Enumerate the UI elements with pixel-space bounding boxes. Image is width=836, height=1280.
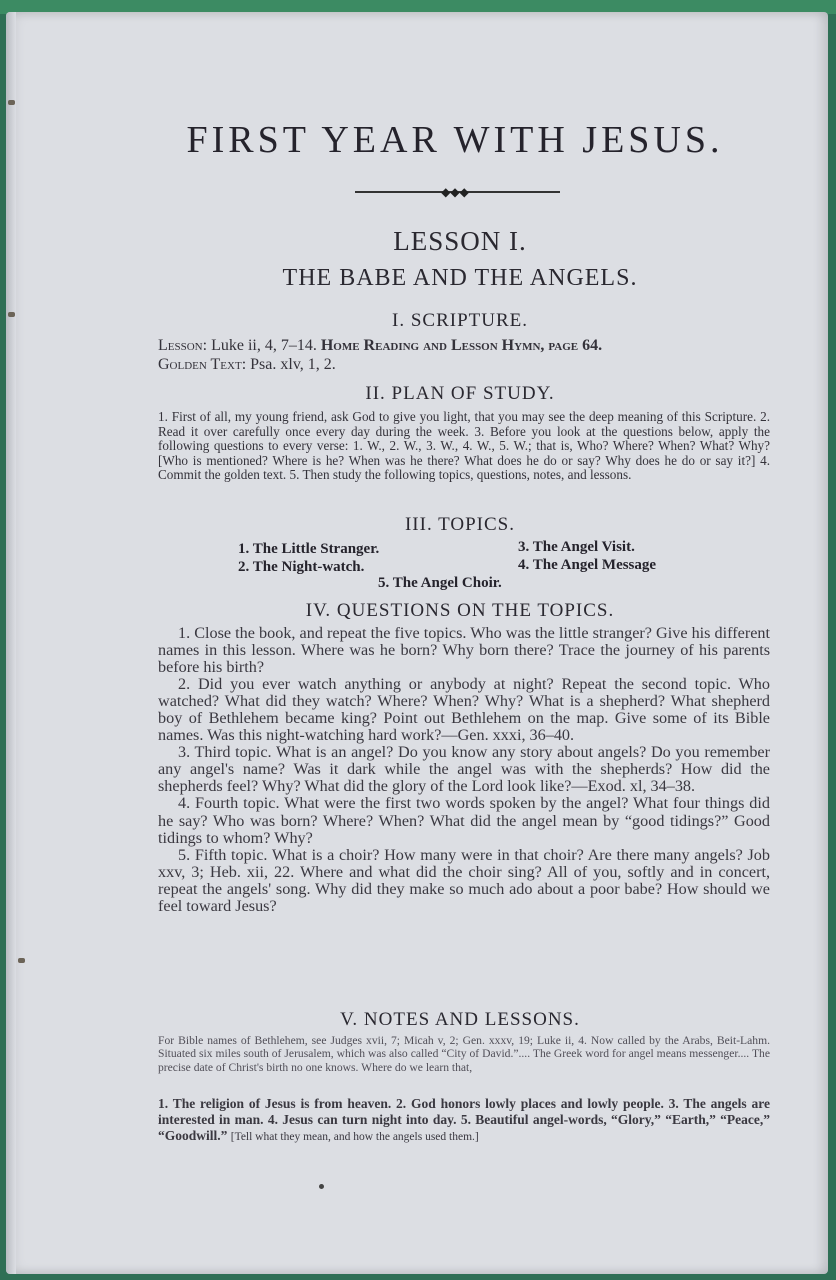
scripture-references (158, 336, 770, 374)
lesson-reference: Luke ii, 4, 7–14. (211, 337, 317, 354)
lesson-label: Lesson: (158, 337, 208, 354)
topic-item: 1. The Little Stranger. (238, 541, 380, 557)
question-paragraph: 4. Fourth topic. What were the first two words spoken by the angel? What four things did he say? Who was born? Where? When? What did the angel mean by “good tidings?” Good tidings to whom? Why? (158, 794, 770, 847)
notes-text: For Bible names of Bethlehem, see Judges xvii, 7; Micah v, 2; Gen. xxxv, 19; Luke ii, 4. Now called by the Arabs, Beit-Lahm. Situated six miles south of Jerusalem, which was also called “City of David.”.... The Greek word for angel means messenger.... The precise date of Christ's birth no one knows. Where do we learn that, (158, 1034, 770, 1074)
topic-item: 4. The Angel Message (518, 557, 657, 573)
topic-item: 3. The Angel Visit. (518, 539, 635, 555)
section-heading-scripture: I. SCRIPTURE. (392, 310, 528, 331)
topic-item: 2. The Night-watch. (238, 559, 365, 575)
binding-mark (8, 100, 15, 105)
home-reading: Home Reading and Lesson Hymn, page 64. (320, 337, 603, 354)
topic-item: 5. The Angel Choir. (378, 575, 502, 591)
lessons-list: 1. The religion of Jesus is from heaven. 2. God honors lowly places and lowly people. 3. The angels are interested in man. 4. Jesus can turn night into day. 5. Beautiful angel-words, “Glory,” “Earth,” “Peace,” “Goodwill.” (158, 1096, 770, 1143)
plan-of-study-text: 1. First of all, my young friend, ask God to give you light, that you may see the deep meaning of this Scripture. 2. Read it over carefully once every day during the week. 3. Before you look at the questions below, apply the following questions to every verse: 1. W., 2. W., 3. W., 4. W., 5. W.; that is, Who? Where? When? What? Why? [Who is mentioned? Where is he? When was he there? What does he do or say? Why does he do or say it?] 4. Commit the golden text. 5. Then study the following topics, questions, notes, and lessons. (158, 409, 770, 483)
section-heading-questions: IV. QUESTIONS ON THE TOPICS. (305, 600, 615, 621)
lesson-title: THE BABE AND THE ANGELS. (282, 265, 638, 291)
section-heading-topics: III. TOPICS. (404, 514, 515, 535)
binding-mark (8, 312, 15, 317)
ornament-flourish: ◆◆◆ (441, 185, 469, 199)
golden-text-label: Golden Text: (158, 356, 247, 373)
section-heading-plan: II. PLAN OF STUDY. (365, 383, 555, 404)
question-paragraph: 3. Third topic. What is an angel? Do you know any story about angels? Do you remember any angel's name? Was it dark while the angel was with the shepherds? How did the shepherds feel? Why? What did the glory of the Lord look like?—Exod. xl, 34–38. (158, 743, 770, 796)
question-paragraph: 5. Fifth topic. What is a choir? How many were in that choir? Are there many angels? Job xxv, 3; Heb. xii, 22. Where and what did the choir sing? All of you, softly and in concert, repeat the angels' song. Why did they make so much ado about a poor babe? How should we feel toward Jesus? (158, 845, 770, 915)
lessons-instruction: [Tell what they mean, and how the angels used them.] (230, 1131, 479, 1143)
page-gutter (6, 12, 16, 1274)
section-heading-notes: V. NOTES AND LESSONS. (340, 1009, 580, 1030)
question-paragraph: 2. Did you ever watch anything or anybody at night? Repeat the second topic. Who watched? What did they watch? Where? When? Why? What is a shepherd? What shepherd boy of Bethlehem became king? Point out Bethlehem on the map. Give some of its Bible names. Was this night-watching hard work?—Gen. xxxi, 36–40. (158, 675, 770, 745)
questions-block (158, 625, 770, 915)
lesson-number: LESSON I. (393, 226, 527, 256)
page-dot (319, 1184, 324, 1189)
lessons-text (158, 1096, 770, 1145)
golden-text-reference: Psa. xlv, 1, 2. (250, 356, 336, 373)
book-title: FIRST YEAR WITH JESUS. (186, 119, 724, 161)
binding-mark (18, 958, 25, 963)
question-paragraph: 1. Close the book, and repeat the five topics. Who was the little stranger? Give his different names in this lesson. Where was he born? Why born there? Trace the journey of his parents before his birth? (158, 624, 770, 677)
